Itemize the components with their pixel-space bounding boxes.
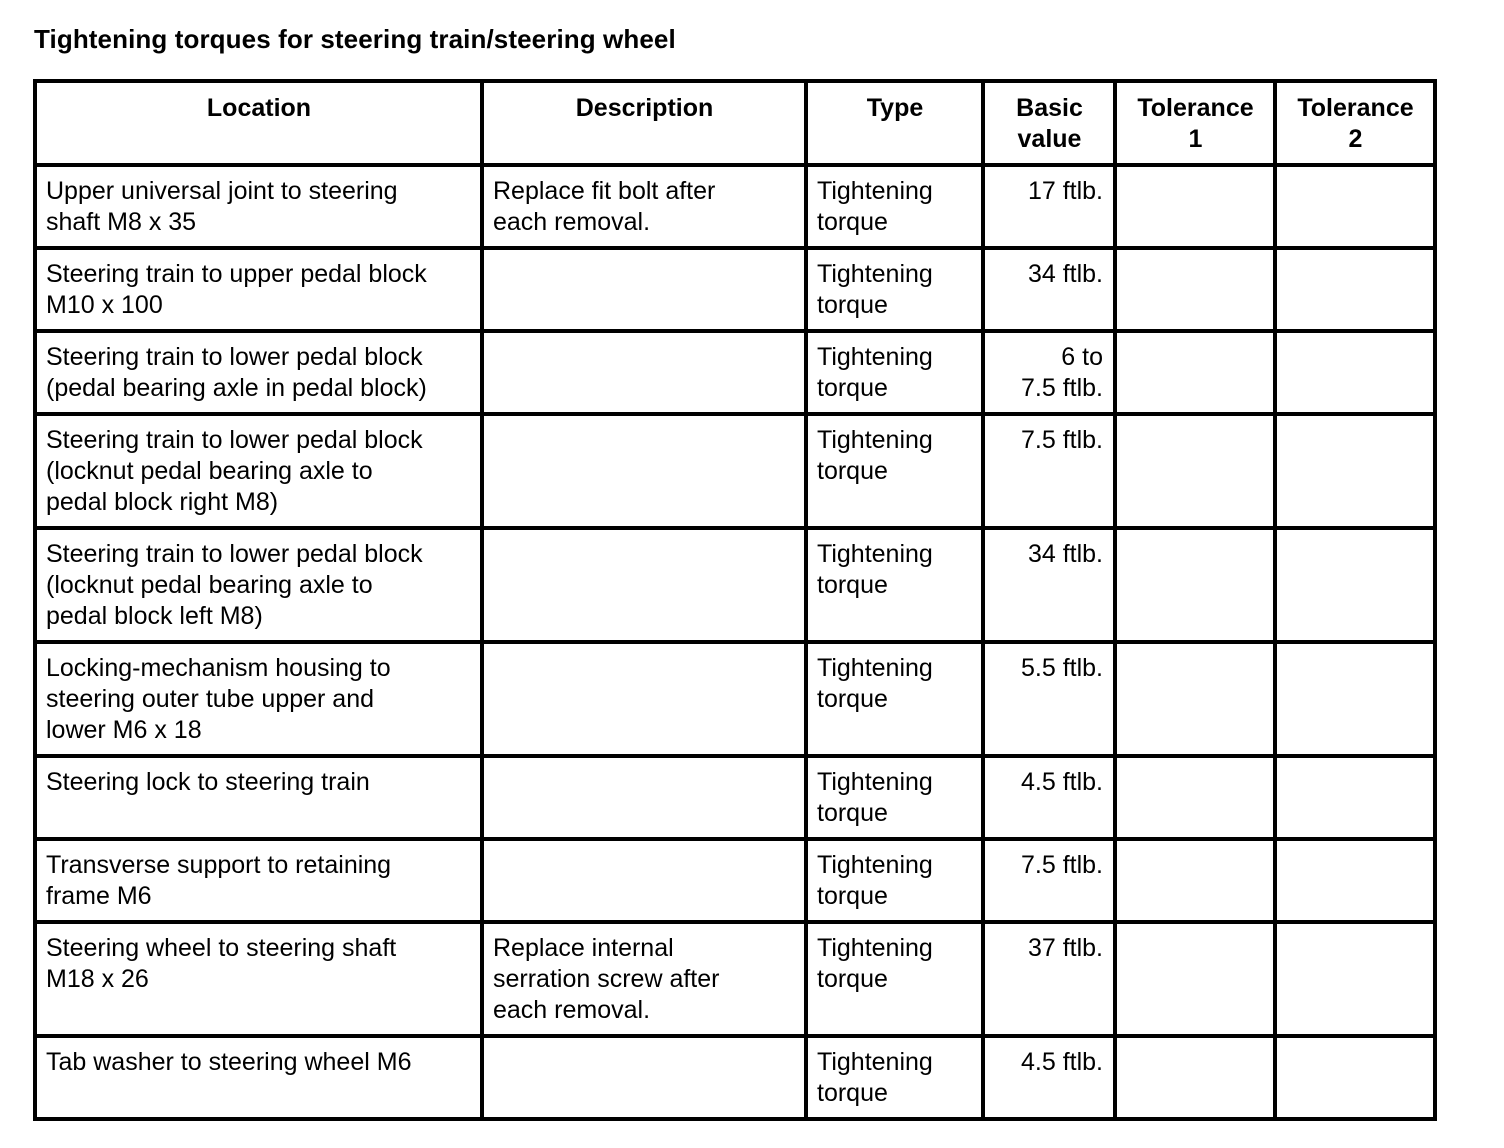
table-row <box>37 924 1437 1038</box>
cell-location: Tab washer to steering wheel M6 <box>37 1038 484 1121</box>
cell-location: Steering train to lower pedal block (locknut pedal bearing axle to pedal block right M8) <box>37 416 484 530</box>
cell-location: Locking-mechanism housing to steering outer tube upper and lower M6 x 18 <box>37 644 484 758</box>
cell-description <box>484 644 808 758</box>
cell-tolerance-1 <box>1117 758 1277 841</box>
cell-tolerance-2 <box>1277 758 1437 841</box>
cell-description <box>484 841 808 924</box>
header-tolerance-1: Tolerance 1 <box>1117 83 1277 167</box>
cell-type: Tightening torque <box>808 530 985 644</box>
cell-description <box>484 333 808 416</box>
cell-location: Transverse support to retaining frame M6 <box>37 841 484 924</box>
cell-tolerance-2 <box>1277 924 1437 1038</box>
cell-basic-value: 6 to 7.5 ftlb. <box>985 333 1117 416</box>
cell-description <box>484 250 808 333</box>
header-tolerance-2: Tolerance 2 <box>1277 83 1437 167</box>
cell-tolerance-2 <box>1277 841 1437 924</box>
cell-tolerance-1 <box>1117 530 1277 644</box>
cell-location: Steering train to upper pedal block M10 x 100 <box>37 250 484 333</box>
cell-location: Steering train to lower pedal block (pedal bearing axle in pedal block) <box>37 333 484 416</box>
cell-tolerance-2 <box>1277 416 1437 530</box>
cell-tolerance-1 <box>1117 416 1277 530</box>
page-title: Tightening torques for steering train/steering wheel <box>34 24 676 54</box>
cell-basic-value: 4.5 ftlb. <box>985 758 1117 841</box>
cell-type: Tightening torque <box>808 644 985 758</box>
table-row <box>37 644 1437 758</box>
cell-tolerance-2 <box>1277 167 1437 250</box>
header-location: Location <box>37 83 484 167</box>
cell-tolerance-2 <box>1277 530 1437 644</box>
table-row <box>37 530 1437 644</box>
cell-basic-value: 17 ftlb. <box>985 167 1117 250</box>
header-description: Description <box>484 83 808 167</box>
cell-tolerance-1 <box>1117 924 1277 1038</box>
cell-tolerance-1 <box>1117 1038 1277 1121</box>
cell-description: Replace internal serration screw after each removal. <box>484 924 808 1038</box>
cell-tolerance-1 <box>1117 333 1277 416</box>
cell-tolerance-2 <box>1277 333 1437 416</box>
cell-description <box>484 758 808 841</box>
cell-location: Upper universal joint to steering shaft M8 x 35 <box>37 167 484 250</box>
table-row <box>37 758 1437 841</box>
table-header-row <box>37 83 1437 167</box>
cell-type: Tightening torque <box>808 416 985 530</box>
cell-description: Replace fit bolt after each removal. <box>484 167 808 250</box>
cell-type: Tightening torque <box>808 167 985 250</box>
cell-type: Tightening torque <box>808 333 985 416</box>
cell-type: Tightening torque <box>808 924 985 1038</box>
cell-basic-value: 7.5 ftlb. <box>985 841 1117 924</box>
cell-basic-value: 34 ftlb. <box>985 250 1117 333</box>
cell-tolerance-1 <box>1117 841 1277 924</box>
cell-location: Steering wheel to steering shaft M18 x 26 <box>37 924 484 1038</box>
table-row <box>37 416 1437 530</box>
table-row <box>37 333 1437 416</box>
cell-type: Tightening torque <box>808 841 985 924</box>
cell-basic-value: 34 ftlb. <box>985 530 1117 644</box>
cell-basic-value: 4.5 ftlb. <box>985 1038 1117 1121</box>
cell-tolerance-1 <box>1117 644 1277 758</box>
cell-basic-value: 37 ftlb. <box>985 924 1117 1038</box>
cell-description <box>484 530 808 644</box>
cell-tolerance-2 <box>1277 644 1437 758</box>
table-row <box>37 250 1437 333</box>
cell-type: Tightening torque <box>808 1038 985 1121</box>
table-row <box>37 167 1437 250</box>
cell-type: Tightening torque <box>808 758 985 841</box>
cell-location: Steering lock to steering train <box>37 758 484 841</box>
cell-description <box>484 416 808 530</box>
cell-description <box>484 1038 808 1121</box>
torque-table <box>33 79 1437 1121</box>
cell-location: Steering train to lower pedal block (locknut pedal bearing axle to pedal block left M8) <box>37 530 484 644</box>
cell-tolerance-1 <box>1117 250 1277 333</box>
cell-basic-value: 5.5 ftlb. <box>985 644 1117 758</box>
cell-basic-value: 7.5 ftlb. <box>985 416 1117 530</box>
cell-tolerance-1 <box>1117 167 1277 250</box>
cell-type: Tightening torque <box>808 250 985 333</box>
cell-tolerance-2 <box>1277 1038 1437 1121</box>
table-row <box>37 1038 1437 1121</box>
cell-tolerance-2 <box>1277 250 1437 333</box>
header-basic-value: Basic value <box>985 83 1117 167</box>
table-row <box>37 841 1437 924</box>
header-type: Type <box>808 83 985 167</box>
